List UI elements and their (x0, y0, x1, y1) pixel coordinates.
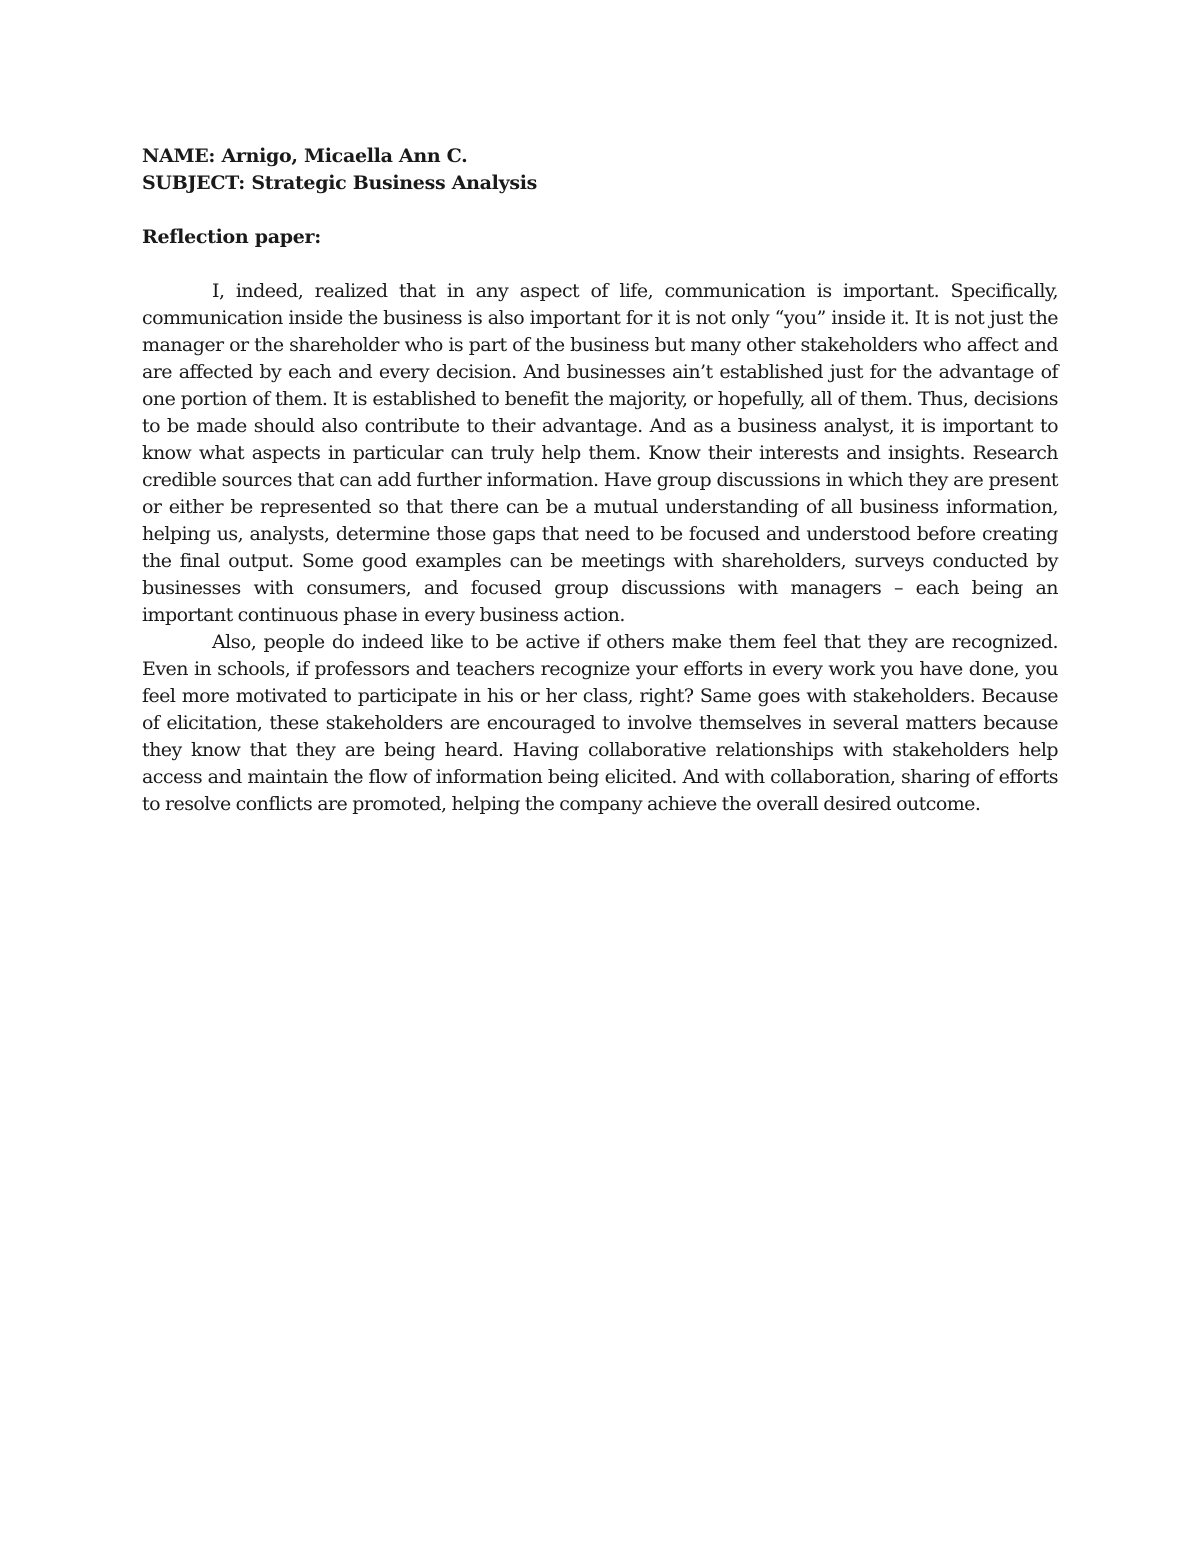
section-title: Reflection paper: (142, 226, 321, 248)
student-name: NAME: Arnigo, Micaella Ann C. (142, 145, 468, 167)
paragraph-1: I, indeed, realized that in any aspect of life, communication is important. Specifically, communication inside the business is also important for it is not only “you” inside it. It is not just the manager or the shareholder who is part of the business but many other stakeholders who affect and are affected by each and every decision. And businesses ain’t established just for the advantage of one portion of them. It is established to benefit the majority, or hopefully, all of them. Thus, decisions to be made should also contribute to their advantage. And as a business analyst, it is important to know what aspects in particular can truly help them. Know their interests and insights. Research credible sources that can add further information. Have group discussions in which they are present or either be represented so that there can be a mutual understanding of all business information, helping us, analysts, determine those gaps that need to be focused and understood before creating the final output. Some good examples can be meetings with shareholders, surveys conducted by businesses with consumers, and focused group discussions with managers – each being an important continuous phase in every business action. (142, 280, 1058, 626)
paragraph-2: Also, people do indeed like to be active if others make them feel that they are recognized. Even in schools, if professors and teachers recognize your efforts in every work you have done, you feel more motivated to participate in his or her class, right? Same goes with stakeholders. Because of elicitation, these stakeholders are encouraged to involve themselves in several matters because they know that they are being heard. Having collaborative relationships with stakeholders help access and maintain the flow of information being elicited. And with collaboration, sharing of efforts to resolve conflicts are promoted, helping the company achieve the overall desired outcome. (142, 631, 1058, 815)
subject-line: SUBJECT: Strategic Business Analysis (142, 172, 538, 194)
document-body (142, 143, 1058, 818)
